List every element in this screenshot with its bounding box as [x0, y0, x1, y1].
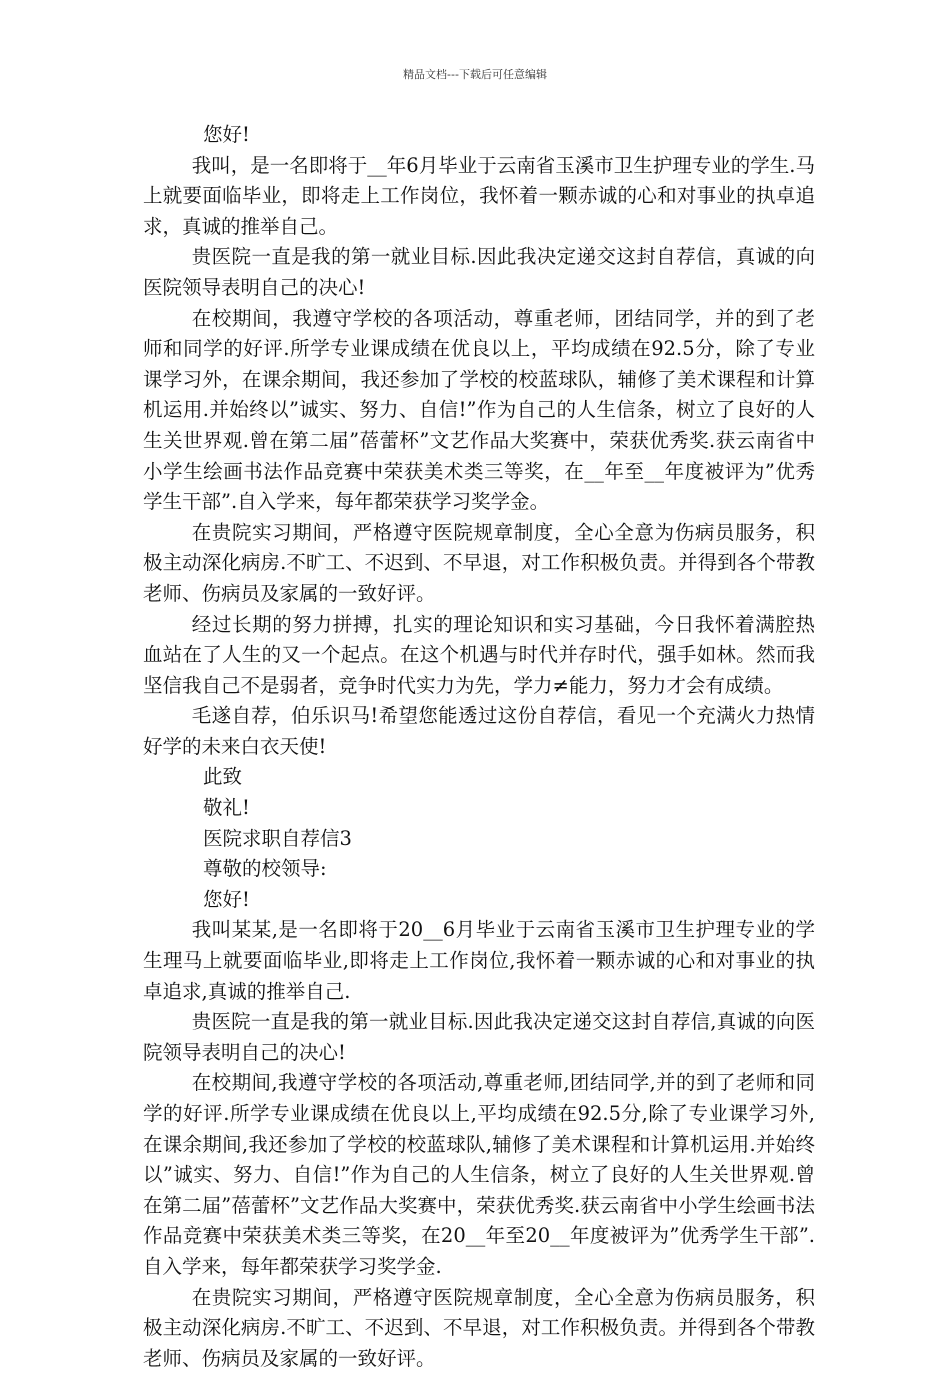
greeting-2: 您好! [203, 887, 250, 911]
paragraph-school: 在校期间，我遵守学校的各项活动，尊重老师，团结同学，并的到了老师和同学的好评.所学专业课成绩在优良以上，平均成绩在92.5分，除了专业课学习外，在课余期间，我还参加了学校的校蓝球队，辅修了美术课程和计算机运用.并始终以”诚实、努力、自信!”作为自己的人生信条，树立了良好的人生关世界观.曾在第二届”蓓蕾杯”文艺作品大奖赛中，荣获优秀奖.获云南省中小学生绘画书法作品竞赛中荣获美术类三等奖，在__年至__年度被评为”优秀学生干部”.自入学来，每年都荣获学习奖学金。 [143, 306, 815, 514]
paragraph-closing: 毛遂自荐，伯乐识马!希望您能透过这份自荐信，看见一个充满火力热情好学的未来白衣天使! [143, 704, 815, 758]
letter-body [143, 120, 815, 1374]
paragraph-goal: 贵医院一直是我的第一就业目标.因此我决定递交这封自荐信，真诚的向医院领导表明自己的决心! [143, 245, 815, 299]
paragraph-effort: 经过长期的努力拼搏，扎实的理论知识和实习基础，今日我怀着满腔热血站在了人生的又一个起点。在这个机遇与时代并存时代，强手如林。然而我坚信我自己不是弱者，竞争时代实力为先，学力≠能力，努力才会有成绩。 [143, 612, 815, 697]
salutation-1: 此致 [203, 765, 243, 789]
salutation-2: 敬礼! [203, 796, 250, 820]
paragraph-internship: 在贵院实习期间，严格遵守医院规章制度，全心全意为伤病员服务，积极主动深化病房.不旷工、不迟到、不早退，对工作积极负责。并得到各个带教老师、伤病员及家属的一致好评。 [143, 520, 815, 605]
paragraph-goal-2: 贵医院一直是我的第一就业目标.因此我决定递交这封自荐信,真诚的向医院领导表明自己的决心! [143, 1010, 815, 1064]
section-title: 医院求职自荐信3 [203, 826, 352, 850]
paragraph-intro-2: 我叫某某,是一名即将于20__6月毕业于云南省玉溪市卫生护理专业的学生理马上就要面临毕业,即将走上工作岗位,我怀着一颗赤诚的心和对事业的执卓追求,真诚的推举自己. [143, 918, 815, 1003]
paragraph-internship-2: 在贵院实习期间，严格遵守医院规章制度，全心全意为伤病员服务，积极主动深化病房.不旷工、不迟到、不早退，对工作积极负责。并得到各个带教老师、伤病员及家属的一致好评。 [143, 1285, 815, 1370]
page-header: 精品文档---下载后可任意编辑 [403, 68, 547, 81]
addressee: 尊敬的校领导: [203, 857, 327, 881]
paragraph-intro: 我叫，是一名即将于__年6月毕业于云南省玉溪市卫生护理专业的学生.马上就要面临毕业，即将走上工作岗位，我怀着一颗赤诚的心和对事业的执卓追求，真诚的推举自己。 [143, 153, 815, 238]
paragraph-school-2: 在校期间,我遵守学校的各项活动,尊重老师,团结同学,并的到了老师和同学的好评.所学专业课成绩在优良以上,平均成绩在92.5分,除了专业课学习外,在课余期间,我还参加了学校的校蓝球队,辅修了美术课程和计算机运用.并始终以”诚实、努力、自信!”作为自己的人生信条，树立了良好的人生关世界观.曾在第二届”蓓蕾杯”文艺作品大奖赛中，荣获优秀奖.获云南省中小学生绘画书法作品竞赛中荣获美术类三等奖，在20__年至20__年度被评为”优秀学生干部”.自入学来，每年都荣获学习奖学金. [143, 1071, 815, 1278]
greeting: 您好! [203, 123, 250, 146]
